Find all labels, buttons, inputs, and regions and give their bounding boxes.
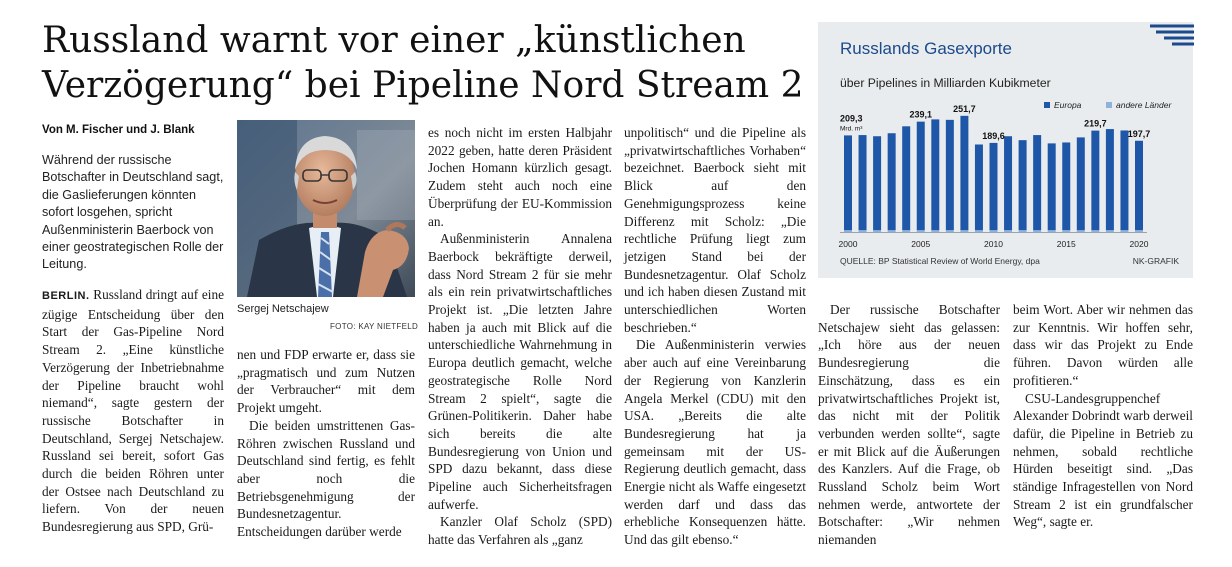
legend-swatch-0 <box>1044 102 1050 108</box>
bar-andere-2009 <box>975 230 983 232</box>
bar-europa-2005 <box>917 122 925 231</box>
bar-europa-2012 <box>1019 140 1027 230</box>
article-column-6 <box>1013 301 1193 529</box>
gas-export-infographic <box>818 22 1193 278</box>
x-tick-2020: 2020 <box>1129 239 1149 249</box>
col4-paragraph-1: unpolitisch“ und die Pipeline als „privatwirtschaftliches Vorhaben“ bezeichnet. Baerbock sieht mit Blick auf den Genehmigungsprozess keine Differenz mit Scholz: „Die rechtliche Prüfung liegt zum jetzigen Stand bei der Bundesnetzagentur. Olaf Scholz und ich haben diesen Zustand mit unterschiedlichen Worten beschrieben.“ <box>624 125 806 335</box>
col2-paragraph-2: Die beiden umstrittenen Gas-Röhren zwischen Russland und Deutschland sind fertig, es fehlt aber noch die Betriebsgenehmigung der Bundesnetzagentur. Entscheidungen darüber werde <box>237 417 415 540</box>
bar-andere-2008 <box>960 230 968 232</box>
article-column-4 <box>624 124 806 548</box>
col6-paragraph-2: CSU-Landesgruppenchef Alexander Dobrindt warb derweil dafür, die Pipeline in Betrieb zu nehmen, sobald rechtliche Hürden beseitigt sind. „Das ständige Infragestellen von Nord Stream 2 ist ein grundfalscher Weg“, sagte er. <box>1013 390 1193 530</box>
bar-andere-2013 <box>1033 230 1041 232</box>
lead-paragraph: Während der russische Botschafter in Deutschland sagt, die Gaslieferungen könnten sofort losgehen, spricht Außenministerin Baerbock von einer geostrategischen Rolle der Leitung. <box>42 153 224 272</box>
bar-andere-2018 <box>1106 230 1114 232</box>
bar-andere-2003 <box>888 230 896 232</box>
photo-netschajew <box>237 120 415 297</box>
bar-europa-2006 <box>931 119 939 230</box>
bar-andere-2019 <box>1120 230 1128 232</box>
x-tick-2005: 2005 <box>911 239 931 249</box>
value-label-2008: 251,7 <box>953 103 976 114</box>
bar-europa-2009 <box>975 144 983 230</box>
bar-europa-2004 <box>902 126 910 230</box>
legend-label-0: Europa <box>1054 100 1082 110</box>
bar-europa-2008 <box>960 116 968 230</box>
value-unit-label: Mrd. m³ <box>840 125 863 133</box>
gas-export-chart <box>818 22 1193 278</box>
bar-europa-2014 <box>1048 143 1056 230</box>
chart-title: Russlands Gasexporte <box>840 39 1012 58</box>
legend-label-1: andere Länder <box>1116 100 1172 110</box>
photo-caption: Sergej Netschajew <box>237 303 329 315</box>
bar-andere-2005 <box>917 230 925 232</box>
bar-andere-2001 <box>859 230 867 232</box>
bar-andere-2011 <box>1004 230 1012 232</box>
bar-europa-2013 <box>1033 135 1041 230</box>
col5-paragraph-1: Der russische Botschafter Netschajew sieht das gelassen: „Ich höre aus der neuen Bundesregierung die Einschätzung, dass es ein privatwirtschaftliches Projekt ist, das nicht mit der Politik verbunden werden sollte“, sagte er mit Blick auf die Äußerungen des Kanzlers. Auf die Frage, ob Russland Scholz beim Wort nehmen werde, antwortete der Botschafter: „Wir nehmen niemanden <box>818 302 1000 548</box>
bar-europa-2003 <box>888 133 896 230</box>
chart-source: QUELLE: BP Statistical Review of World Energy, dpa <box>840 256 1040 266</box>
bar-andere-2014 <box>1048 230 1056 232</box>
col1-text: Russland dringt auf eine zügige Entscheidung über den Start der Gas-Pipeline Nord Stream 2. „Eine künstliche Verzögerung der Inbetriebnahme der Pipeline braucht wohl niemand“, sagte gestern der russische Botschafter in Deutschland, Sergej Netschajew. Russland sei bereit, sofort Gas durch die beiden Röhren unter der Ostsee nach Deutschland zu liefern. Von der neuen Bundesregierung aus SPD, Grü- <box>42 287 224 535</box>
x-tick-2000: 2000 <box>838 239 858 249</box>
bar-europa-2011 <box>1004 136 1012 230</box>
article-column-1 <box>42 286 224 535</box>
value-label-2010: 189,6 <box>982 130 1005 141</box>
col3-paragraph-1: es noch nicht im ersten Halbjahr 2022 geben, hatte deren Präsident Jochen Homann kürzlich gesagt. Zudem steht auch noch eine Überprüfung der EU-Kommission an. <box>428 125 612 229</box>
bar-europa-2015 <box>1062 142 1070 230</box>
bar-europa-2001 <box>859 135 867 230</box>
bar-europa-2019 <box>1120 130 1128 230</box>
value-label-2017: 219,7 <box>1084 118 1107 129</box>
value-label-2020: 197,7 <box>1127 128 1151 139</box>
portrait-image <box>237 120 415 297</box>
article-column-2 <box>237 346 415 540</box>
x-tick-2015: 2015 <box>1056 239 1076 249</box>
article-column-3 <box>428 124 612 548</box>
col6-paragraph-1: beim Wort. Aber wir nehmen das zur Kenntnis. Wir hoffen sehr, dass wir das Projekt zu Ende führen. Davon würden alle profitieren.“ <box>1013 302 1193 388</box>
bar-andere-2012 <box>1019 230 1027 232</box>
col3-paragraph-2: Außenministerin Annalena Baerbock bekräftigte derweil, dass Nord Stream 2 für sie mehr als ein rein privatwirtschaftliches Projekt ist. „Die letzten Jahre haben ja auch mit Blick auf die unterschiedliche Wahrnehmung in Europa deutlich gemacht, welche geostrategische Rolle Nord Stream 2 spielt“, sagte die Grünen-Politikerin. Daher habe sich bereits die alte Bundesregierung von Union und SPD dazu bekannt, dass diese Pipeline auch Sicherheitsfragen aufwerfe. <box>428 231 612 512</box>
bar-andere-2016 <box>1077 230 1085 232</box>
col3-paragraph-3: Kanzler Olaf Scholz (SPD) hatte das Verfahren als „ganz <box>428 514 612 548</box>
bar-europa-2020 <box>1135 141 1143 230</box>
byline: Von M. Fischer und J. Blank <box>42 124 195 136</box>
bar-europa-2010 <box>990 143 998 230</box>
bar-europa-2007 <box>946 120 954 230</box>
x-tick-2010: 2010 <box>984 239 1003 249</box>
col2-paragraph-1: nen und FDP erwarte er, dass sie „pragmatisch und zum Nutzen der Verbraucher“ mit dem Projekt umgeht. <box>237 347 415 416</box>
bar-europa-2017 <box>1091 131 1099 231</box>
bar-europa-2018 <box>1106 129 1114 230</box>
col4-paragraph-2: Die Außenministerin verwies aber auch auf eine Vereinbarung der Regierung von Kanzlerin Angela Merkel (CDU) mit den USA. „Bereits die alte Bundesregierung hat ja gemeinsam mit der US-Regierung deutlich gemacht, dass Energie nicht als Waffe eingesetzt werden darf und dass das erhebliche Konsequenzen hätte. Und das gilt ebenso.“ <box>624 337 806 548</box>
bar-europa-2002 <box>873 136 881 230</box>
bar-andere-2017 <box>1091 230 1099 232</box>
bar-andere-2015 <box>1062 230 1070 232</box>
article-column-5 <box>818 301 1000 548</box>
bar-andere-2010 <box>990 230 998 232</box>
bar-andere-2000 <box>844 230 852 232</box>
bar-andere-2004 <box>902 230 910 232</box>
chart-credit: NK-GRAFIK <box>1132 256 1179 266</box>
value-label-2005: 239,1 <box>909 109 933 120</box>
bar-andere-2002 <box>873 230 881 232</box>
value-label-2000: 209,3 <box>840 113 863 124</box>
bar-andere-2007 <box>946 230 954 232</box>
legend-swatch-1 <box>1106 102 1112 108</box>
bar-europa-2016 <box>1077 137 1085 230</box>
dateline: BERLIN. <box>42 290 90 302</box>
bar-andere-2020 <box>1135 230 1143 232</box>
headline: Russland warnt vor einer „künstlichen Verzögerung“ bei Pipeline Nord Stream 2 <box>42 20 804 106</box>
chart-subtitle: über Pipelines in Milliarden Kubikmeter <box>840 76 1051 90</box>
bar-europa-2000 <box>844 135 852 230</box>
photo-credit: FOTO: KAY NIETFELD <box>330 322 419 331</box>
bar-andere-2006 <box>931 230 939 232</box>
section-logo-icon <box>1150 24 1194 46</box>
